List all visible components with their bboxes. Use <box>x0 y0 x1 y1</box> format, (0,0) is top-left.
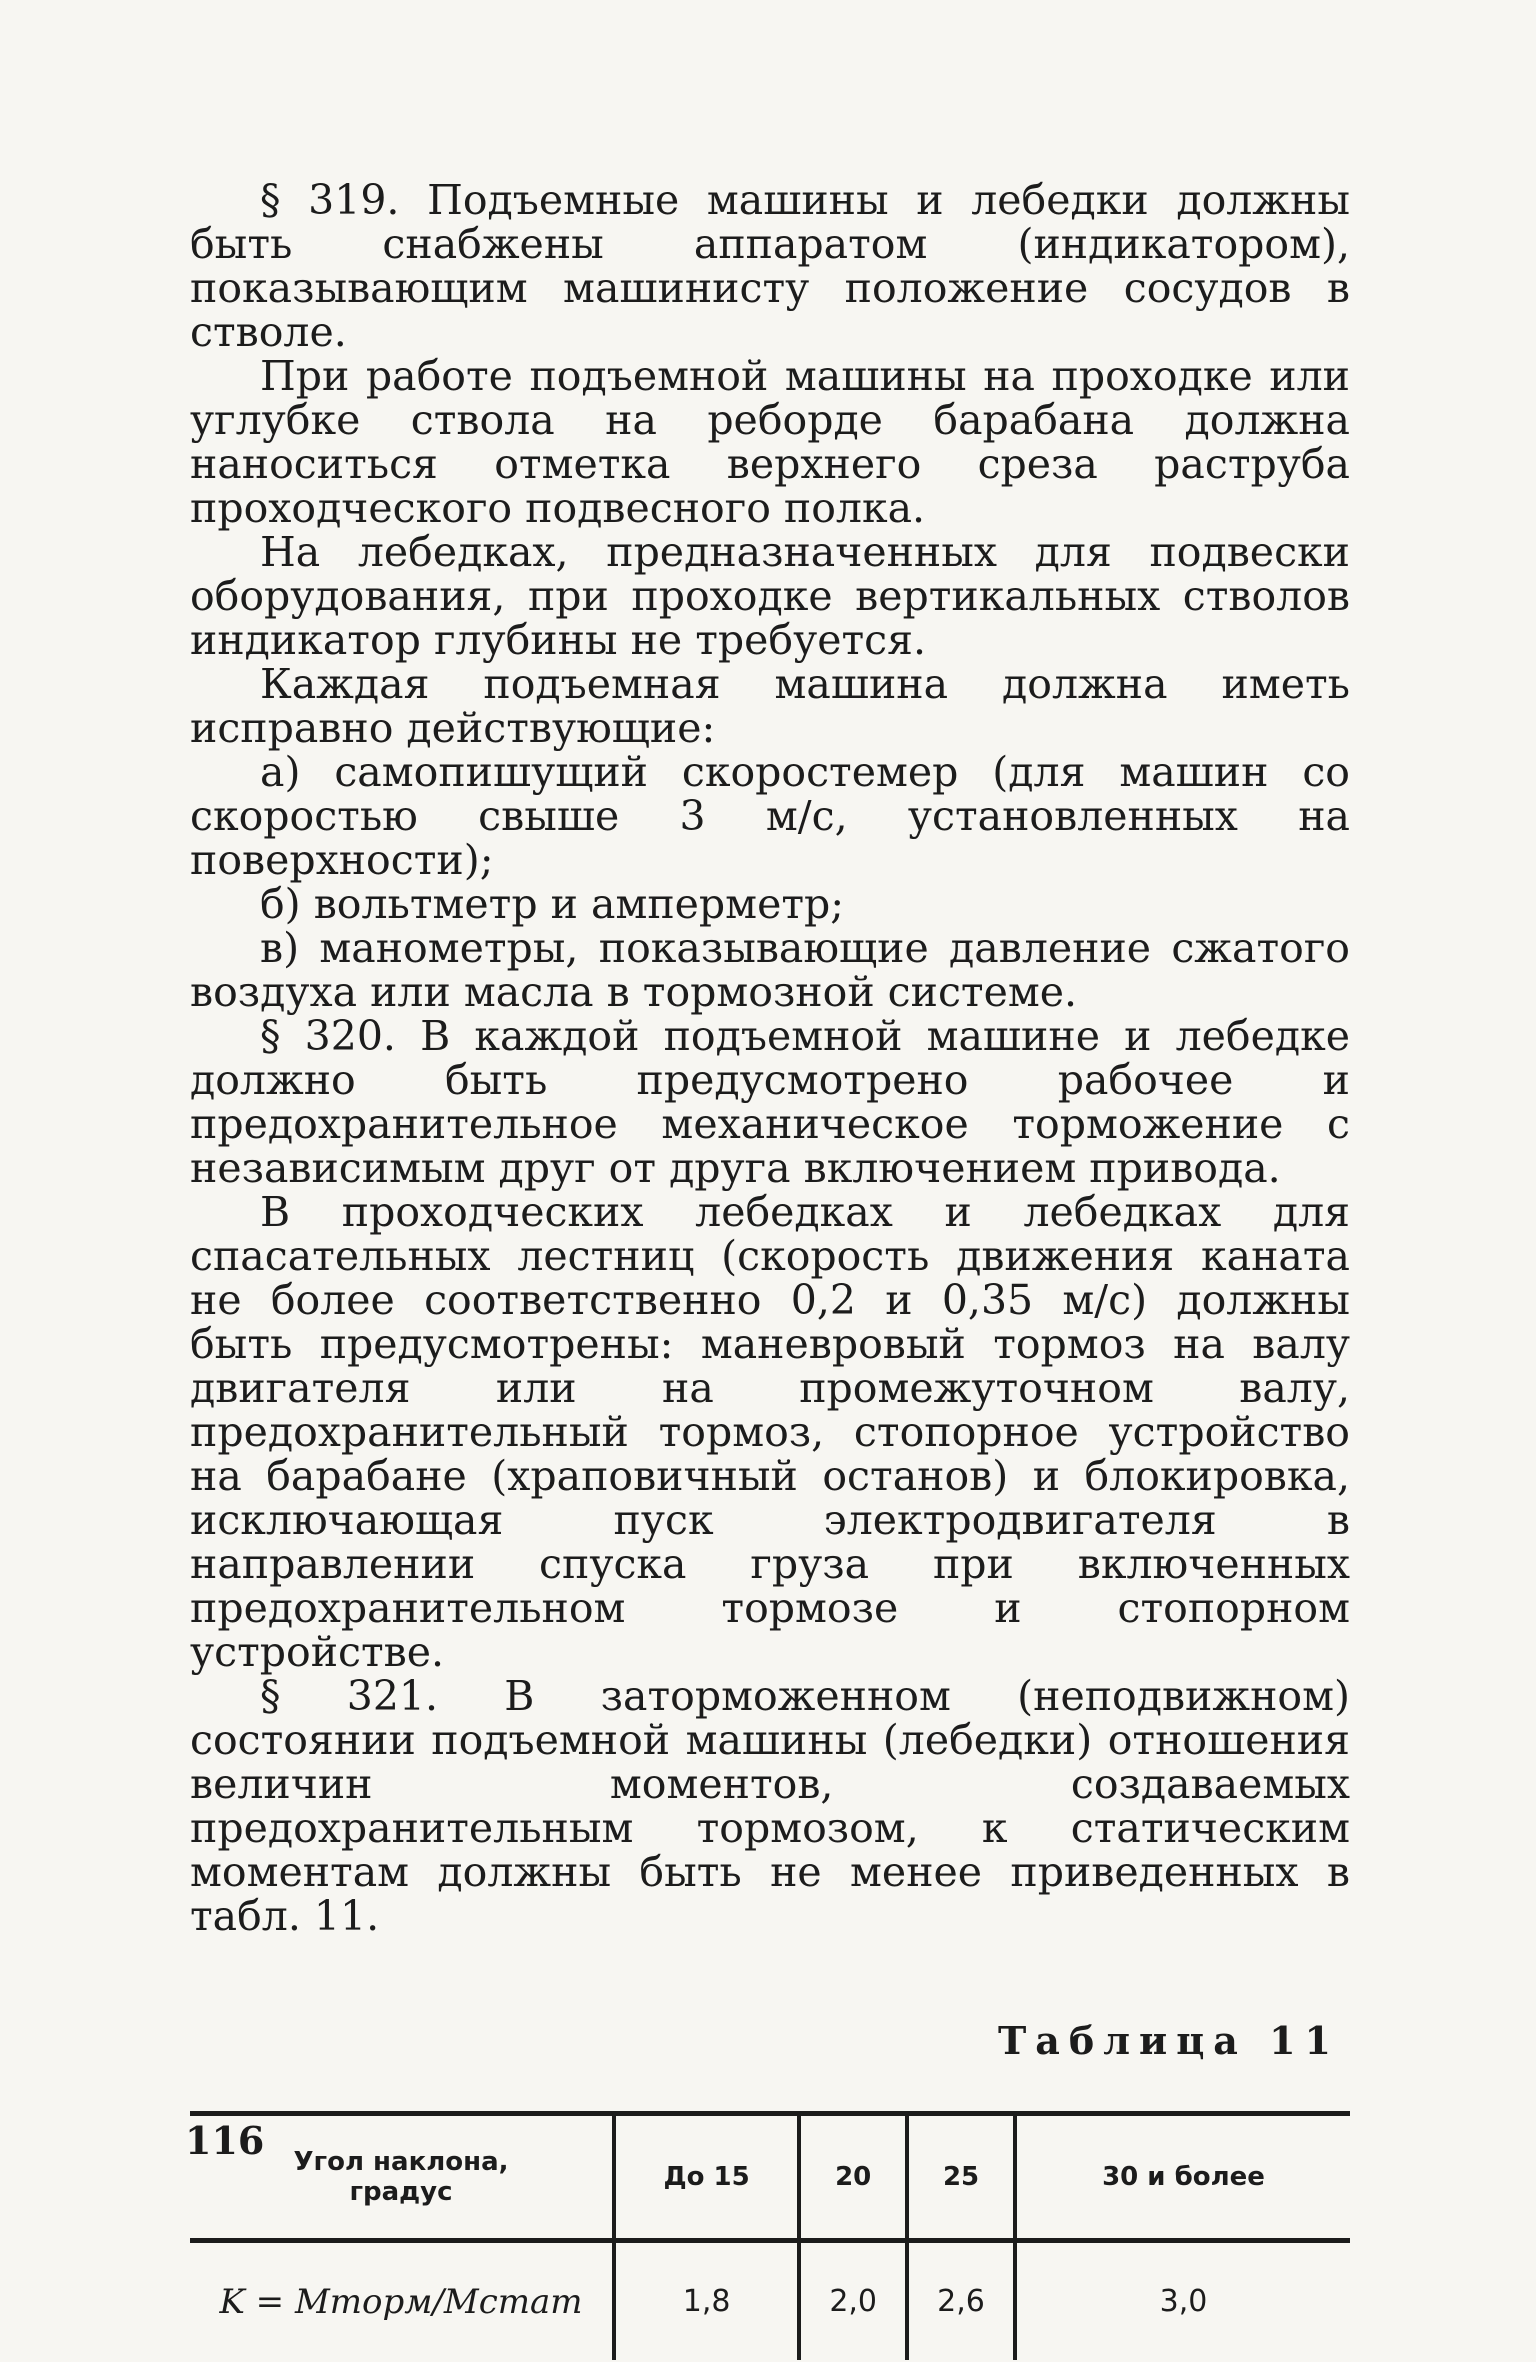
paragraph-319: § 319. Подъемные машины и лебедки должны быть снабжены аппаратом (индикатором), показывающим машинисту положение сосудов в стволе. <box>190 176 1350 356</box>
header-col-2: 20 <box>799 2114 907 2241</box>
paragraph-320-winches: В проходческих лебедках и лебедках для спасательных лестниц (скорость движения каната не более соответственно 0,2 и 0,35 м/с) должны быть предусмотрены: маневровый тормоз на валу двигателя или на промежуточном валу, предохранительный тормоз, стопорное устройство на барабане (храповичный останов) и блокировка, исключающая пуск электродвигателя в направлении спуска груза при включенных предохранительном тормозе и стопорном устройстве. <box>190 1188 1350 1676</box>
page-number: 116 <box>185 2118 265 2163</box>
paragraph-321: § 321. В заторможенном (неподвижном) состоянии подъемной машины (лебедки) отношения величин моментов, создаваемых предохранительным тормозом, к статическим моментам должны быть не менее приведенных в табл. 11. <box>190 1672 1350 1940</box>
paragraph-319-winches: На лебедках, предназначенных для подвески оборудования, при проходке вертикальных стволов индикатор глубины не требуется. <box>190 528 1350 664</box>
brake-ratio-table <box>190 2111 1350 2360</box>
table-header-row <box>190 2114 1350 2241</box>
paragraph-319-sinking: При работе подъемной машины на проходке или углубке ствола на реборде барабана должна наноситься отметка верхнего среза раструба проходческого подвесного полка. <box>190 352 1350 532</box>
header-angle-label-line1: Угол наклона, <box>293 2147 509 2177</box>
value-col-4: 3,0 <box>1015 2241 1350 2361</box>
table-row <box>190 2241 1350 2361</box>
header-col-1: До 15 <box>614 2114 799 2241</box>
row-label-ratio: K = Mторм/Mстат <box>219 2281 583 2322</box>
page-content <box>190 178 1350 2360</box>
list-item-b: б) вольтметр и амперметр; <box>260 880 845 928</box>
value-col-1: 1,8 <box>614 2241 799 2361</box>
value-col-2: 2,0 <box>799 2241 907 2361</box>
paragraph-320: § 320. В каждой подъемной машине и лебедке должно быть предусмотрено рабочее и предохранительное механическое торможение с независимым друг от друга включением привода. <box>190 1012 1350 1192</box>
value-col-3: 2,6 <box>907 2241 1015 2361</box>
list-item-a: а) самопишущий скоростемер (для машин со скоростью свыше 3 м/с, установленных на поверхности); <box>190 748 1350 884</box>
list-item-v: в) манометры, показывающие давление сжатого воздуха или масла в тормозной системе. <box>190 924 1350 1016</box>
header-col-3: 25 <box>907 2114 1015 2241</box>
paragraph-319-instruments: Каждая подъемная машина должна иметь исправно действующие: <box>190 660 1350 752</box>
header-angle-label-line2: градус <box>349 2177 453 2207</box>
header-col-4: 30 и более <box>1015 2114 1350 2241</box>
table-caption: Таблица 11 <box>997 2018 1340 2063</box>
